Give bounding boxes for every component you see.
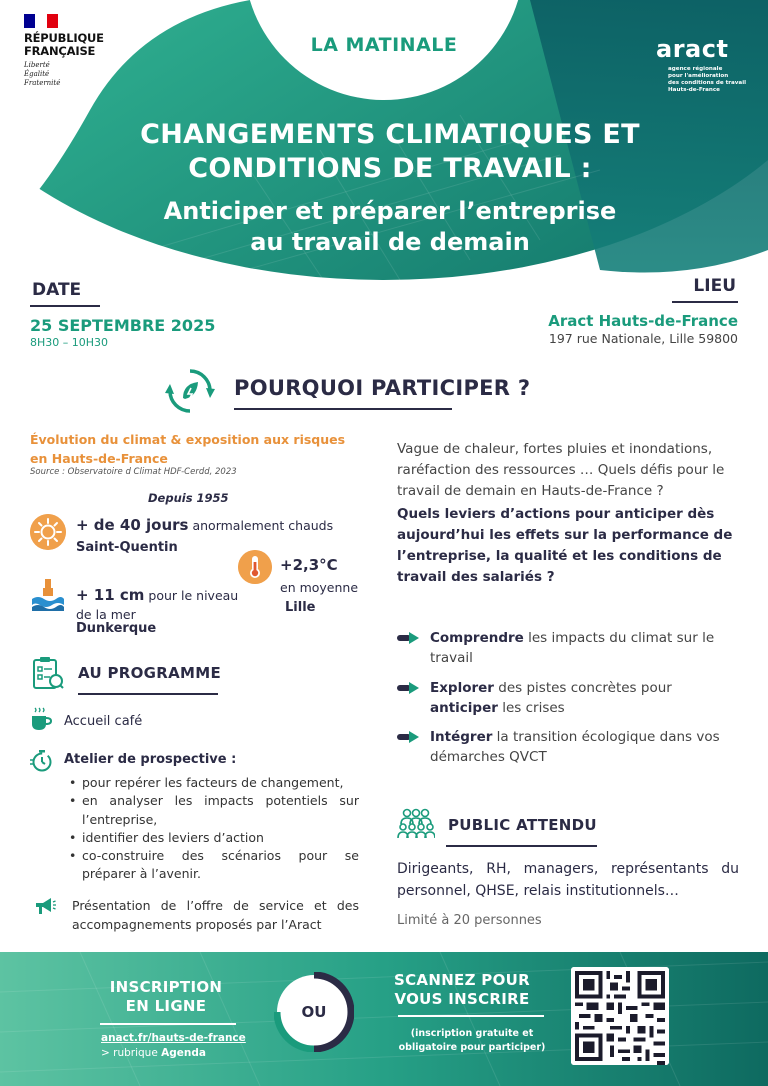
goal-keyword: Comprendre bbox=[430, 630, 524, 646]
coffee-cup-icon bbox=[30, 706, 52, 732]
stat-hot-days bbox=[76, 516, 333, 534]
public-limit: Limité à 20 personnes bbox=[397, 913, 542, 928]
goal-text2: les crises bbox=[497, 700, 565, 716]
since-label: Depuis 1955 bbox=[148, 491, 229, 505]
rf-motto-liberte: Liberté bbox=[24, 61, 50, 69]
rubrique-text bbox=[101, 1047, 206, 1059]
inscription-divider bbox=[100, 1023, 236, 1025]
aract-sub-line: pour l'amélioration bbox=[668, 73, 729, 79]
eco-cycle-icon bbox=[165, 366, 215, 416]
section-title-pourquoi: POURQUOI PARTICIPER ? bbox=[234, 376, 531, 400]
intro-paragraph: Vague de chaleur, fortes pluies et inondations, raréfaction des ressources … Quels défis pour le travail de demain en Hauts-de-France ? bbox=[397, 441, 725, 499]
date-divider bbox=[30, 305, 100, 307]
section-title-public: PUBLIC ATTENDU bbox=[448, 816, 597, 834]
evolution-title-line: Évolution du climat & exposition aux risques bbox=[30, 432, 346, 447]
french-flag-icon bbox=[24, 14, 58, 28]
rf-line2: FRANÇAISE bbox=[24, 44, 96, 58]
lieu-divider bbox=[672, 301, 738, 303]
scan-title bbox=[388, 971, 536, 1009]
subtitle-line: Anticiper et préparer l’entreprise bbox=[163, 197, 617, 225]
public-divider bbox=[446, 845, 597, 847]
lieu-label: LIEU bbox=[693, 276, 736, 296]
time-value: 8H30 – 10H30 bbox=[30, 336, 109, 349]
buoy-waves-icon bbox=[30, 577, 66, 613]
evolution-title bbox=[30, 430, 360, 468]
list-item: • co-construire des scénarios pour se préparer à l’avenir. bbox=[66, 847, 359, 884]
main-title-line: CONDITIONS DE TRAVAIL : bbox=[188, 153, 592, 184]
scan-divider bbox=[398, 1015, 544, 1017]
sun-icon bbox=[30, 514, 66, 550]
agenda-accueil: Accueil café bbox=[64, 714, 143, 729]
stat-hot-days-value: + de 40 jours bbox=[76, 516, 189, 534]
goal-comprendre bbox=[397, 628, 742, 668]
section-title-programme: AU PROGRAMME bbox=[78, 664, 222, 682]
clipboard-checklist-icon bbox=[30, 656, 64, 690]
stat-temperature-text: en moyenne bbox=[280, 580, 359, 595]
aract-sub-line: agence régionale bbox=[668, 66, 723, 72]
subtitle-line: au travail de demain bbox=[250, 228, 530, 256]
timer-icon bbox=[30, 750, 52, 772]
evolution-title-line: en Hauts-de-France bbox=[30, 451, 168, 466]
aract-logo bbox=[656, 36, 760, 94]
lieu-address: 197 rue Nationale, Lille 59800 bbox=[548, 331, 738, 346]
event-label: LA MATINALE bbox=[310, 34, 458, 56]
goal-text: des pistes concrètes pour bbox=[493, 680, 672, 696]
group-people-icon bbox=[397, 808, 435, 840]
scan-title-line: VOUS INSCRIRE bbox=[394, 990, 530, 1008]
goal-text: les impacts du climat sur le travail bbox=[430, 630, 715, 666]
pourquoi-divider bbox=[234, 408, 452, 410]
arrow-right-icon bbox=[397, 731, 419, 743]
list-item: • pour repérer les facteurs de changement, bbox=[66, 774, 359, 792]
stat-sea-level-text: pour le niveau bbox=[148, 588, 239, 603]
date-label: DATE bbox=[32, 280, 82, 300]
arrow-right-icon bbox=[397, 682, 419, 694]
rubrique-prefix: > rubrique bbox=[101, 1047, 162, 1059]
scan-subtitle bbox=[392, 1027, 552, 1055]
public-description: Dirigeants, RH, managers, représentants du personnel, QHSE, relais institutionnels… bbox=[397, 861, 739, 899]
rf-motto-fraternite: Fraternité bbox=[24, 79, 61, 87]
qr-code[interactable] bbox=[571, 967, 669, 1065]
goal-keyword2: anticiper bbox=[430, 700, 498, 716]
footer-banner bbox=[0, 952, 768, 1086]
agenda-presentation: Présentation de l’offre de service et des accompagnements proposés par l’Aract bbox=[72, 898, 359, 932]
goal-explorer bbox=[397, 678, 742, 718]
stat-sea-level-text2: de la mer bbox=[76, 607, 136, 622]
rubrique-name: Agenda bbox=[161, 1047, 206, 1059]
agenda-atelier: Atelier de prospective : bbox=[64, 752, 237, 767]
date-value: 25 SEPTEMBRE 2025 bbox=[30, 316, 216, 335]
goal-integrer bbox=[397, 727, 742, 767]
goal-keyword: Explorer bbox=[430, 680, 494, 696]
stat-temperature-place: Lille bbox=[285, 600, 316, 615]
goal-text: la transition écologique dans vos démarches QVCT bbox=[430, 729, 720, 765]
header-banner bbox=[0, 0, 768, 290]
or-label: OU bbox=[301, 1003, 327, 1021]
scan-title-line: SCANNEZ POUR bbox=[394, 971, 530, 989]
inscription-title bbox=[96, 978, 236, 1016]
thermometer-icon bbox=[238, 550, 272, 584]
goal-keyword: Intégrer bbox=[430, 729, 493, 745]
source-note: Source : Observatoire d Climat HDF-Cerdd, 2023 bbox=[30, 467, 237, 477]
rf-line1: RÉPUBLIQUE bbox=[24, 31, 104, 45]
main-title-line: CHANGEMENTS CLIMATIQUES ET bbox=[140, 119, 640, 150]
megaphone-icon bbox=[34, 896, 56, 916]
republique-francaise-logo bbox=[24, 14, 134, 88]
registration-link[interactable]: anact.fr/hauts-de-france bbox=[101, 1032, 246, 1044]
atelier-list bbox=[66, 774, 359, 884]
arrow-right-icon bbox=[397, 632, 419, 644]
scan-subtitle-line: obligatoire pour participer) bbox=[398, 1042, 546, 1053]
stat-sea-level-value: + 11 cm bbox=[76, 586, 145, 604]
stat-sea-level bbox=[76, 586, 246, 624]
main-title bbox=[40, 118, 740, 186]
stat-temperature-value: +2,3°C bbox=[280, 556, 338, 574]
stat-sea-level-place: Dunkerque bbox=[76, 621, 157, 636]
programme-divider bbox=[78, 693, 218, 695]
lieu-value: Aract Hauts-de-France bbox=[548, 312, 738, 330]
list-item: • identifier des leviers d’action bbox=[66, 829, 359, 847]
aract-wordmark: aract bbox=[656, 35, 729, 63]
aract-sub-line: Hauts-de-France bbox=[668, 87, 720, 93]
subtitle bbox=[60, 196, 720, 258]
rf-motto-egalite: Égalité bbox=[24, 70, 50, 78]
inscription-title-line: EN LIGNE bbox=[125, 997, 207, 1015]
aract-sub-line: des conditions de travail bbox=[668, 80, 747, 86]
stat-hot-days-place: Saint-Quentin bbox=[76, 540, 178, 555]
question-paragraph: Quels leviers d’actions pour anticiper dès aujourd’hui les effets sur la performance de l’entreprise, la qualité et les conditions de travail des salariés ? bbox=[397, 506, 733, 585]
stat-hot-days-text: anormalement chauds bbox=[192, 518, 334, 533]
scan-subtitle-line: (inscription gratuite et bbox=[410, 1028, 534, 1039]
list-item: • en analyser les impacts potentiels sur l’entreprise, bbox=[66, 792, 359, 829]
inscription-title-line: INSCRIPTION bbox=[109, 978, 223, 996]
